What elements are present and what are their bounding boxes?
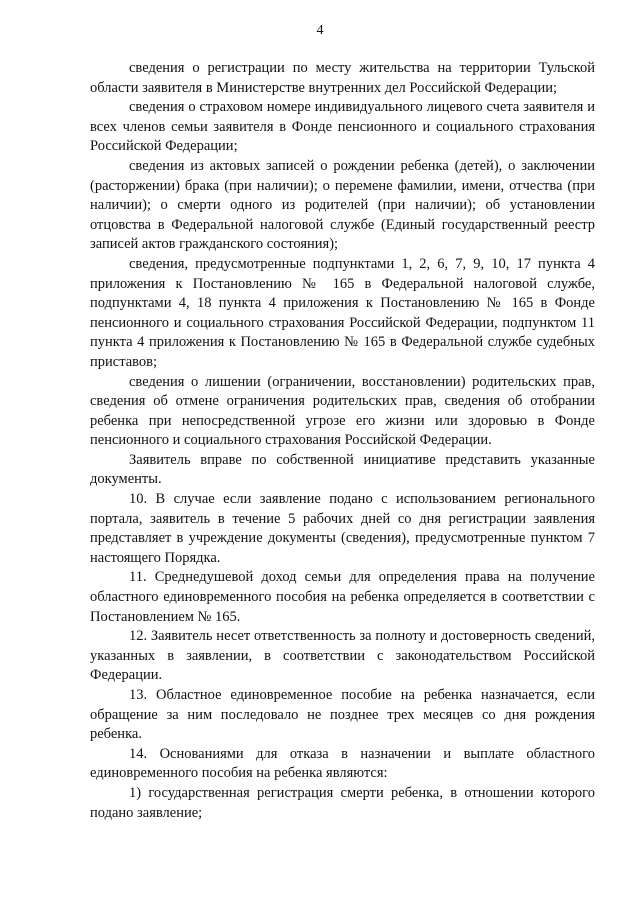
- paragraph-snils-info: сведения о страховом номере индивидуального лицевого счета заявителя и всех членов семьи заявителя в Фонде пенсионного и социального страхования Российской Федерации;: [90, 99, 595, 155]
- paragraph-own-initiative: Заявитель вправе по собственной инициативе представить указанные документы.: [90, 451, 595, 488]
- paragraph-item-13: 13. Областное единовременное пособие на ребенка назначается, если обращение за ним последовало не позднее трех месяцев со дня рождения ребенка.: [90, 687, 595, 743]
- paragraph-item-11: 11. Среднедушевой доход семьи для определения права на получение областного единовременного пособия на ребенка определяется в соответствии с Постановлением № 165.: [90, 569, 595, 625]
- paragraph-civil-records-info: сведения из актовых записей о рождении ребенка (детей), о заключении (расторжении) брака (при наличии); о перемене фамилии, имени, отчества (при наличии); о смерти одного из родителей (при наличии); об установлении отцовства в Федеральной налоговой службе (Единый государственный реестр записей актов гражданского состояния);: [90, 157, 595, 253]
- paragraph-registration-info: сведения о регистрации по месту жительства на территории Тульской области заявителя в Министерстве внутренних дел Российской Федерации;: [90, 60, 595, 96]
- paragraph-item-14-subitem-1: 1) государственная регистрация смерти ребенка, в отношении которого подано заявление;: [90, 784, 595, 821]
- paragraph-item-12: 12. Заявитель несет ответственность за полноту и достоверность сведений, указанных в заявлении, в соответствии с законодательством Российской Федерации.: [90, 628, 595, 684]
- paragraph-parental-rights-info: сведения о лишении (ограничении, восстановлении) родительских прав, сведения об отмене ограничения родительских прав, сведения об отобрании ребенка при непосредственной угрозе его жизни или здоровью в Фонде пенсионного и социального страхования Российской Федерации.: [90, 373, 595, 449]
- page-number: 4: [316, 23, 324, 38]
- paragraph-item-10: 10. В случае если заявление подано с использованием регионального портала, заявитель в течение 5 рабочих дней со дня регистрации заявления представляет в учреждение документы (сведения), предусмотренные пунктом 7 настоящего Порядка.: [90, 491, 595, 566]
- document-body: [90, 59, 595, 823]
- paragraph-item-14: 14. Основаниями для отказа в назначении и выплате областного единовременного пособия на ребенка являются:: [90, 745, 595, 782]
- paragraph-subpoints-info: сведения, предусмотренные подпунктами 1, 2, 6, 7, 9, 10, 17 пункта 4 приложения к Постановлению № 165 в Федеральной налоговой службе, подпунктами 4, 18 пункта 4 приложения к Постановлению № 165 в Фонде пенсионного и социального страхования Российской Федерации, подпунктом 11 пункта 4 приложения к Постановлению № 165 в Федеральной службе судебных приставов;: [90, 255, 595, 370]
